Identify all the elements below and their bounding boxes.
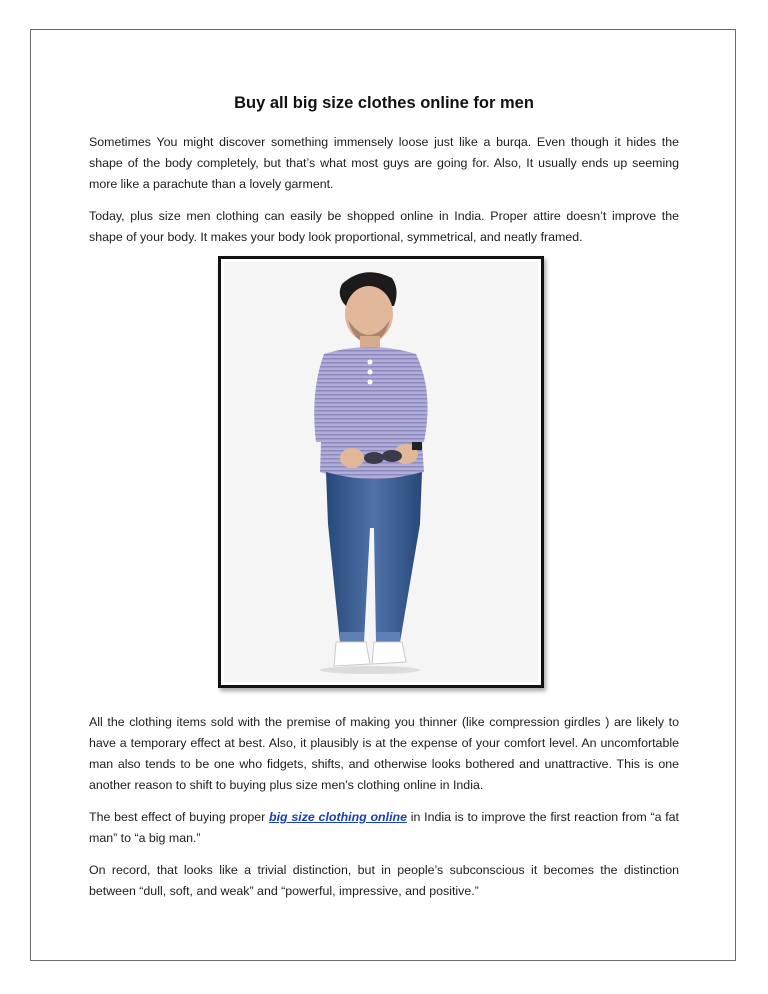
man-in-henley-illustration — [224, 262, 538, 682]
big-size-clothing-link[interactable]: big size clothing online — [269, 810, 407, 824]
product-image-frame — [218, 256, 544, 688]
paragraph-2: Today, plus size men clothing can easily be shopped online in India. Proper attire doesn’t improve the shape of your body. It makes your body look proportional, symmetrical, and neatly framed. — [89, 209, 679, 244]
paragraph-1: Sometimes You might discover something immensely loose just like a burqa. Even though it hides the shape of the body completely, but that’s what most guys are going for. Also, It usually ends up seeming more like a parachute than a lovely garment. — [89, 135, 679, 191]
page-title: Buy all big size clothes online for men — [234, 94, 534, 112]
paragraph-4-after: in India is to improve the first reaction from “a fat man” to “a big man.” — [89, 810, 679, 845]
document-body — [89, 92, 679, 259]
product-photo — [224, 262, 538, 682]
paragraph-4-before: The best effect of buying proper — [89, 810, 270, 824]
document-body-lower — [89, 712, 679, 913]
paragraph-3: All the clothing items sold with the premise of making you thinner (like compression girdles ) are likely to have a temporary effect at best. Also, it plausibly is at the expense of your comfort level. An uncomfortable man also tends to be one who fidgets, shifts, and otherwise looks bothered and unattractive. This is one another reason to shift to buying plus size men's clothing online in India. — [89, 715, 679, 792]
paragraph-4 — [89, 807, 679, 849]
paragraph-5: On record, that looks like a trivial distinction, but in people’s subconscious it becomes the distinction between “dull, soft, and weak” and “powerful, impressive, and positive.” — [89, 863, 679, 898]
